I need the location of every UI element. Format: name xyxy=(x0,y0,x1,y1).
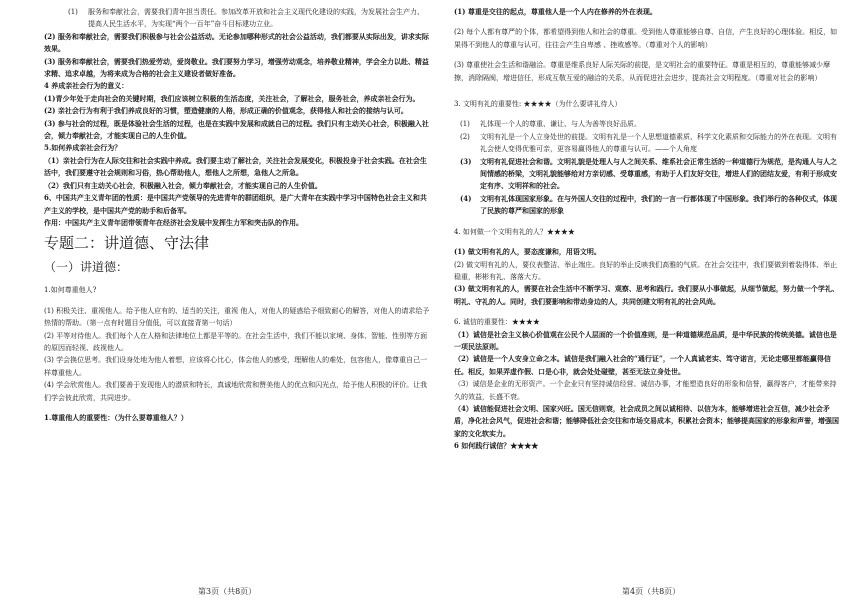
paragraph-11: 6、中国共产主义青年团的性质：是中国共产党领导的先进青年的群团组织，是广大青年在实践中学习中国特色社会主义和共产主义的学校，是中国共产党的助手和后备军。 xyxy=(44,193,427,215)
point-text: 文明有礼促进社会和谐。文明礼貌是处理人与人之间关系、维系社会正常生活的一种道德行为规范，是沟通人与人之间情感的桥梁，文明礼貌能够给对方亲切感、受尊重感，有助于人们友好交往，增进人们的团结友爱，有利于形成安定有序、文明祥和的社会。 xyxy=(480,156,837,191)
section-title: 专题二：讲道德、守法律 xyxy=(44,234,210,253)
importance-point-2: (2) 每个人都有尊严的个体，都希望得到他人和社会的尊重。受到他人尊重能够自尊、自信，产生良好的心理体验。相反，如果得不到他人的尊重与认可，往往会产生自卑感 、挫败感等。（尊重对个人的影响） xyxy=(454,28,838,49)
paragraph-text: 服务和奉献社会，需要我们青年担当责任。参加改革开放和社会主义现代化建设的实践，为发展社会生产力、提高人民生活水平，为实现“两个一百年”奋斗目标建功立业。 xyxy=(88,8,424,29)
paragraph-9: （1）亲社会行为在人际交往和社会实践中养成。我们要主动了解社会，关注社会发展变化，积极投身于社会实践。在社会生活中，我们要遵守社会规则和习俗，热心帮助他人，想他人之所想，急他人之所急。 xyxy=(44,155,427,178)
courtesy-point-1 xyxy=(454,118,842,130)
integrity-point-2: （2）诚信是一个人安身立命之本。诚信是我们融入社会的“通行证”，一个人真诚老实、笃守诺言，无论走哪里都能赢得信任。相反，如果弄虚作假、口是心非，就会处处碰壁，甚至无法立身处世。 xyxy=(454,354,831,376)
page-footer-left: 第3页（共8页） xyxy=(198,587,257,596)
point-number: (3) xyxy=(460,156,472,166)
question-2: 1.尊重他人的重要性：（为什么要尊重他人？） xyxy=(44,412,188,422)
question-3: 3. 文明有礼的重要性: ★★★★（为什么要讲礼待人） xyxy=(454,100,622,109)
integrity-point-3: （3）诚信是企业的无形资产。一个企业只有坚持诚信经营、诚信办事，才能塑造良好的形象和信誉，赢得客户，才能带来持久的效益，长盛不衰。 xyxy=(454,380,837,401)
courtesy-point-4 xyxy=(454,193,842,218)
left-page xyxy=(44,6,430,424)
paragraph-3: (3) 服务和奉献社会，需要我们热爱劳动，爱岗敬业。我们要努力学习，增强劳动观念，培养敬业精神，学会全力以赴、精益求精、追求卓越，为将来成为合格的社会主义建设者做好准备。 xyxy=(44,56,429,79)
heading-how-to: 5.如何养成亲社会行为？ xyxy=(44,143,122,153)
paragraph-5: (1)青少年处于走向社会的关键时期，我们应该树立积极的生活态度，关注社会，了解社会，服务社会，养成亲社会行为。 xyxy=(44,93,420,103)
integrity-point-4: （4）诚信能促进社会文明、国家兴旺。国无信则衰，社会成员之间以诚相待、以信为本，能够增进社会互信，减少社会矛盾，净化社会风气，促进社会和谐；能够降低社会交往和市场交易成本，积累社会资本；能够提高国家的形象和声誉，增强国家的文化软实力。 xyxy=(454,403,839,438)
page-footer-right: 第4页（共8页） xyxy=(622,587,681,596)
subsection-title: （一）讲道德： xyxy=(44,260,129,275)
heading-significance: 4 养成亲社会行为的意义： xyxy=(44,81,129,91)
respect-point-3: (3) 学会换位思考。我们设身处地为他人着想，应该将心比心，体会他人的感受，理解他人的难处，包容他人，像尊重自己一样尊重他人。 xyxy=(44,356,428,377)
question-5: 6. 诚信的重要性：★★★★ xyxy=(454,318,540,327)
right-page xyxy=(454,6,842,453)
paragraph-number: (1) xyxy=(68,8,78,16)
importance-point-1: (1) 尊重是交往的起点，尊重他人是一个人内在修养的外在表现。 xyxy=(454,7,657,16)
paragraph-1 xyxy=(44,6,430,31)
civility-point-1: (1) 做文明有礼的人，要态度谦和，用语文明。 xyxy=(454,247,601,257)
paragraph-12: 作用：中国共产主义青年团带领青年在经济社会发展中发挥生力军和突击队的作用。 xyxy=(44,217,303,227)
point-number: (4) xyxy=(460,193,472,203)
point-number: (1) xyxy=(460,120,470,129)
paragraph-6: (2) 亲社会行为有利于我们养成良好的习惯，塑造健康的人格，形成正确的价值观念，获得他人和社会的接纳与认可。 xyxy=(44,106,408,116)
civility-point-2: (2) 做文明有礼的人，要仪表整洁、举止端庄。良好的举止反映我们高雅的气质。在社会交往中，我们要做到着装得体、举止稳重，彬彬有礼、落落大方。 xyxy=(454,260,838,281)
question-1: 1.如何尊重他人? xyxy=(44,286,97,295)
courtesy-point-3 xyxy=(454,156,842,193)
paragraph-2: (2) 服务和奉献社会，需要我们积极参与社会公益活动。无论参加哪种形式的社会公益活动，我们都要从实际出发，讲求实际效果。 xyxy=(44,31,429,54)
respect-point-4: (4) 学会欣赏他人。我们要善于发现他人的潜质和特长，真诚地欣赏和赞美他人的优点和闪光点，给予他人积极的评价。让我们学会彼此欣赏，共同进步。 xyxy=(44,381,428,402)
point-text: 礼体现一个人的尊重、谦让、与人为善等良好品质。 xyxy=(480,120,641,129)
paragraph-7: (3) 参与社会的过程，既是体验社会生活的过程，也是在实践中发展和成就自己的过程。我们只有主动关心社会，积极融入社会，倾力奉献社会，才能实现自己的人生价值。 xyxy=(44,118,429,141)
integrity-point-1: （1）诚信是社会主义核心价值观在公民个人层面的一个价值准则，是一种道德规范品质，是中华民族的传统美德。诚信也是一项民法原则。 xyxy=(454,329,837,351)
courtesy-point-2 xyxy=(454,131,842,156)
respect-point-2: (2) 平等对待他人。我们每个人在人格和法律地位上都是平等的。在社会生活中，我们不能以家境、身体、智能、性别等方面的原因而轻视、歧视他人。 xyxy=(44,331,428,352)
question-6: 6 如何践行诚信？★★★★ xyxy=(454,441,539,451)
respect-point-1: (1) 积极关注、重视他人。给予他人应有的、适当的关注，重视 他人，对他人的疑惑给予细致耐心的解答，对他人的请求给予热情的帮助。（第一点有时题目分值低，可以直接背第一句话） xyxy=(44,306,430,328)
point-text: 文明有礼体现国家形象。在与外国人交往的过程中，我们的一言一行都体现了中国形象。我们举行的各种仪式，体现了民族的尊严和国家的形象 xyxy=(480,193,837,216)
point-number: (2) xyxy=(460,132,470,141)
importance-point-3: (3) 尊重使社会生活和谐融洽。尊重是维系良好人际关际的前提，是文明社会的重要特征。尊重是相互的，尊重能够减少摩擦，消除隔阂，增进信任，形成互敬互爱的融洽的关系，从而促进社会进步，提高社会文明程度。（尊重对社会的影响） xyxy=(454,61,831,82)
question-4: 4. 如何做一个文明有礼的人？★★★★ xyxy=(454,227,575,236)
paragraph-10: （2）我们只有主动关心社会，积极融入社会，倾力奉献社会，才能实现自己的人生价值。 xyxy=(44,180,322,190)
point-text: 文明有礼是一个人立身处世的前提。文明有礼是一个人思想道德素质、科学文化素质和交际能力的外在表现。文明有礼会使人变得优雅可亲，更容易赢得他人的尊重与认可。——个人角度 xyxy=(480,132,837,154)
civility-point-3: (3) 做文明有礼的人，需要在社会生活中不断学习、观察、思考和践行。我们要从小事做起，从细节做起，努力做一个学礼、明礼、守礼的人。同时，我们要影响和带动身边的人，共同创建文明有礼的社会风尚。 xyxy=(454,284,839,306)
